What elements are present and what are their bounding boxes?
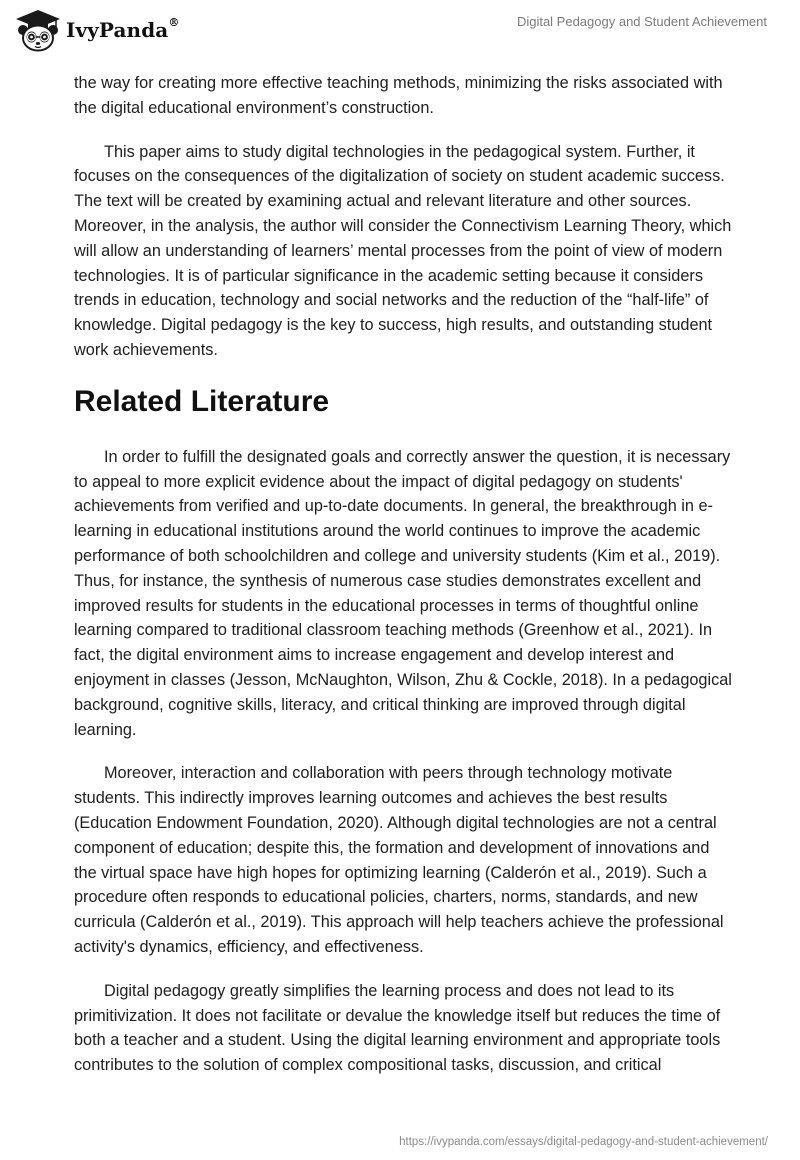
brand-name	[66, 18, 179, 42]
registered-mark: ®	[168, 16, 180, 29]
section-heading: Related Literature	[74, 384, 330, 418]
ivypanda-logo[interactable]	[14, 8, 179, 52]
essay-body	[74, 71, 734, 1097]
paragraph-intro-2: This paper aims to study digital technologies in the pedagogical system. Further, it focuses on the consequences of the digitalization of society on student academic success. The text will be created by examining actual and relevant literature and other sources. Moreover, in the analysis, the author will consider the Connectivism Learning Theory, which will allow an understanding of learners’ mental processes from the point of view of modern technologies. It is of particular significance in the academic setting because it considers trends in education, technology and social networks and the reduction of the “half-life” of knowledge. Digital pedagogy is the key to success, high results, and outstanding student work achievements.	[74, 142, 732, 359]
paragraph-intro-1: the way for creating more effective teaching methods, minimizing the risks associated with the digital educational environment’s construction.	[74, 74, 723, 117]
panda-graduate-icon	[14, 8, 62, 52]
paragraph-section-2: Moreover, interaction and collaboration with peers through technology motivate students. This indirectly improves learning outcomes and achieves the best results (Education Endowment Foundation, 2020). Although digital technologies are not a central component of education; despite this, the formation and development of innovations and the virtual space have high hopes for optimizing learning (Calderón et al., 2019). Such a procedure often responds to educational policies, charters, norms, standards, and new curricula (Calderón et al., 2019). This approach will help teachers achieve the professional activity's dynamics, efficiency, and effectiveness.	[74, 764, 724, 956]
paragraph-section-3: Digital pedagogy greatly simplifies the learning process and does not lead to its primitivization. It does not facilitate or devalue the knowledge itself but reduces the time of both a teacher and a student. Using the digital learning environment and appropriate tools contributes to the solution of complex compositional tasks, discussion, and critical	[74, 981, 721, 1075]
paragraph-section-1: In order to fulfill the designated goals and correctly answer the question, it is necessary to appeal to more explicit evidence about the impact of digital pedagogy on students' achievements from verified and up-to-date documents. In general, the breakthrough in e-learning in educational institutions around the world continues to improve the academic performance of both schoolchildren and college and university students (Kim et al., 2019). Thus, for instance, the synthesis of numerous case studies demonstrates excellent and improved results for students in the educational processes in terms of thoughtful online learning compared to traditional classroom teaching methods (Greenhow et al., 2021). In fact, the digital environment aims to increase engagement and develop interest and enjoyment in classes (Jesson, McNaughton, Wilson, Zhu & Cockle, 2018). In a pedagogical background, cognitive skills, literacy, and critical thinking are improved through digital learning.	[74, 447, 732, 739]
brand-text: IvyPanda	[66, 18, 169, 42]
page-header	[0, 0, 800, 70]
source-url[interactable]: https://ivypanda.com/essays/digital-pedagogy-and-student-achievement/	[399, 1136, 768, 1148]
document-title: Digital Pedagogy and Student Achievement	[516, 14, 767, 29]
